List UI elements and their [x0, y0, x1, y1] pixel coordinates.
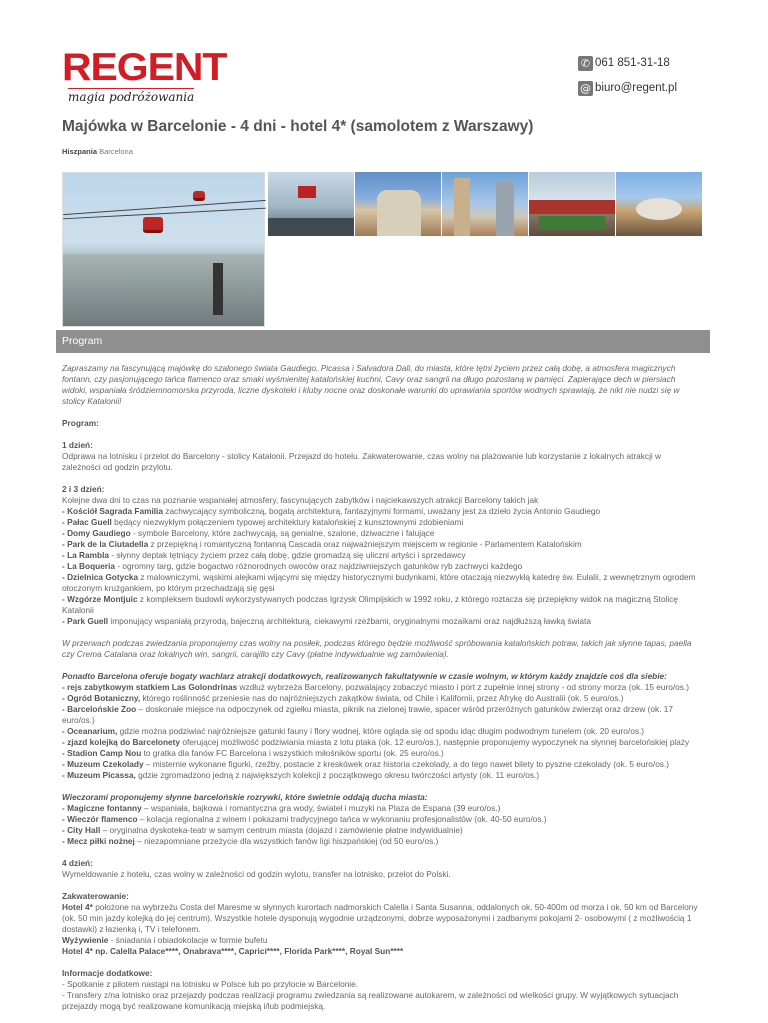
extras-heading: Ponadto Barcelona oferuje bogaty wachlarz atrakcji dodatkowych, realizowanych fakultatywnie w czasie wolnym, w którym każdy znajdzie coś dla siebie: [62, 671, 667, 681]
thumbnail-casa-mila[interactable] [355, 172, 441, 236]
extra-item [62, 759, 702, 770]
day4-title: 4 dzień: [62, 858, 93, 868]
logo-wordmark: REGENT [62, 46, 227, 89]
thumb-shape [298, 186, 316, 198]
breadcrumb-city[interactable]: Barcelona [99, 147, 133, 156]
evening-name: - Wieczór flamenco [62, 814, 138, 824]
email-icon: @ [580, 81, 591, 95]
attraction-name: - Park Guell [62, 616, 109, 626]
day1-title: 1 dzień: [62, 440, 93, 450]
attraction-name: - Wzgórze Montjuic [62, 594, 138, 604]
thumbnail-stadium[interactable] [529, 172, 615, 236]
program-label: Program: [62, 418, 99, 428]
evenings-heading: Wieczorami proponujemy słynne barcelońskie rozrywki, które świetnie oddają ducha miasta: [62, 792, 428, 802]
board-description [62, 935, 702, 946]
evening-desc: – kolacja regionalna z winem i pokazami tradycyjnego tańca w wykonaniu profesjonalistów (ok. 40-50 euro/os.) [137, 814, 547, 824]
evening-name: - City Hall [62, 825, 101, 835]
extra-name: - Oceanarium, [62, 726, 118, 736]
evening-desc: – niezapomniane przeżycie dla wszystkich fanów ligi hiszpańskiej (od 50 euro/os.) [134, 836, 439, 846]
phone-number: 061 851-31-18 [595, 57, 670, 69]
email-address[interactable]: biuro@regent.pl [595, 82, 677, 94]
thumb-shape [377, 190, 421, 236]
evening-desc: – wspaniała, bajkowa i romantyczna gra wody, świateł i muzyki na Plaza de Espana (39 euro/os.) [141, 803, 501, 813]
attraction-desc: będący niezwykłym połączeniem typowej architektury katalońskiej z kunsztownymi zdobieniami [111, 517, 464, 527]
thumbnail-towers[interactable] [442, 172, 528, 236]
attraction-name: - Pałac Guell [62, 517, 112, 527]
attraction-item [62, 594, 702, 616]
attraction-name: - Park de la Ciutadella [62, 539, 149, 549]
attraction-name: - Dzielnica Gotycka [62, 572, 139, 582]
photo-city-layer [63, 254, 264, 326]
contact-email[interactable] [578, 78, 677, 98]
extra-name: - Ogród Botaniczny, [62, 693, 141, 703]
thumbnail-fountain[interactable] [616, 172, 702, 236]
day1-block [62, 440, 702, 473]
extra-item [62, 748, 702, 759]
attraction-desc: - symbole Barcelony, które zachwycają, są genialne, szalone, dziwaczne i falujące [130, 528, 435, 538]
additional-title: Informacje dodatkowe: [62, 968, 153, 978]
extra-name: - Muzeum Picassa, [62, 770, 136, 780]
thumb-shape [454, 178, 470, 236]
extra-desc: – misternie wykonane figurki, rzeźby, postacie z kreskówek oraz historia czekolady, a do tego nawet bilety to pyszne czekolady (ok. 5 euro/os.) [143, 759, 670, 769]
extra-name: - Barcelońskie Zoo [62, 704, 137, 714]
extra-item [62, 682, 702, 693]
photo-cable-car [143, 217, 163, 233]
photo-tower [213, 263, 223, 315]
day23-intro: Kolejne dwa dni to czas na poznanie wspaniałej atmosfery, fascynujących zabytków i najciekawszych atrakcji Barcelony takich jak [62, 495, 539, 505]
program-section-header: Program [56, 330, 710, 353]
day1-text: Odprawa na lotnisku i przelot do Barcelony - stolicy Katalonii. Przejazd do hotelu. Zakwaterowanie, czas wolny na plażowanie lub korzystanie z lokalnych atrakcji w zależności od godzin przylotu. [62, 451, 662, 472]
attraction-desc: imponujący wspaniałą przyrodą, bajeczną architekturą, ciekawymi rzeźbami, oryginalnymi mozaikami oraz najdłuższą ławką świata [108, 616, 591, 626]
attraction-desc: z kompleksem budowli wykorzystywanych podczas Igrzysk Olimpijskich w 1992 roku, z którego roztacza się przepiękny widok na magiczną Stolicę Katalonii [62, 594, 679, 615]
attraction-name: - La Rambla [62, 550, 110, 560]
accommodation-block [62, 891, 702, 957]
main-photo-cable-car[interactable] [62, 172, 265, 327]
attraction-name: - Domy Gaudiego [62, 528, 131, 538]
attraction-desc: zachwycający symboliczną, bogatą architekturą, fantazyjnymi formami, uważany jest za dzieło życia Antonio Gaudiego [162, 506, 601, 516]
extras-block [62, 671, 702, 781]
intro-text: Zapraszamy na fascynującą majówkę do szalonego świata Gaudiego, Picassa i Salvadora Dali, do miasta, które tętni życiem przez całą dobę, a atmosfera magicznych fontann, czy pasjonującego tańca flamenco oraz smaki wyśmienitej katalońskiej kuchni, Cavy oraz sangrii na długo pozostaną w pamięci. Zapierające dech w piersiach widoki, wspaniała śródziemnomorska przyroda, liczne dyskoteki i kluby nocne oraz doskonałe warunki do uprawiania sportów wodnych sprawiają, że nikt nie nudzi się w stolicy Katalonii! [62, 363, 680, 406]
extra-desc: gdzie można podziwiać najróżniejsze gatunki fauny i flory wodnej, które ogląda się od spodu idąc długim podwodnym tunelem (ok. 20 euro/os.) [117, 726, 645, 736]
hotel-label: Hotel 4* [62, 902, 93, 912]
attraction-item [62, 550, 702, 561]
photo-thumbnails [268, 172, 703, 236]
thumb-shape [268, 218, 354, 236]
extra-name: - Stadion Camp Nou [62, 748, 142, 758]
extra-item [62, 726, 702, 737]
day23-title: 2 i 3 dzień: [62, 484, 105, 494]
additional-info-block [62, 968, 702, 1012]
evening-item [62, 814, 702, 825]
thumb-shape [496, 182, 514, 236]
attraction-item [62, 528, 702, 539]
thumbnail-cable-car[interactable] [268, 172, 354, 236]
extra-item [62, 693, 702, 704]
free-time-text: W przerwach podczas zwiedzania proponujemy czas wolny na posiłek, podczas którego będzie możliwość spróbowania katalońskich potraw, takich jak słynne tapas, paella czy Crema Catalana oraz lokalnych win, sangrii, carajillo czy Cavy (płatne indywidualnie wg zamówienia). [62, 638, 692, 659]
attraction-item [62, 517, 702, 528]
photo-cable [63, 208, 266, 220]
additional-line: - Transfery z/na lotnisko oraz przejazdy podczas realizacji programu zwiedzania są realizowane autokarem, w zależności od wielkości grupy. W wyjątkowych sytuacjach przejazdy mogą być realizowane komunikacją miejską i/lub podmiejską. [62, 990, 679, 1011]
attraction-item [62, 561, 702, 572]
contact-phone [578, 53, 677, 73]
attraction-item [62, 539, 702, 550]
extra-desc: oferującej możliwość podziwiania miasta z lotu ptaka (ok. 12 euro/os.), następnie proponujemy wypoczynek na słynnej barcelońskiej plaży [180, 737, 690, 747]
logo-tagline: magia podróżowania [68, 90, 195, 104]
attraction-item [62, 506, 702, 517]
contact-box [578, 53, 677, 103]
hotel-examples: Hotel 4* np. Calella Palace****, Onabrava****, Caprici****, Florida Park****, Royal Sun**** [62, 946, 404, 956]
phone-icon: ✆ [578, 56, 593, 71]
day23-block [62, 484, 702, 627]
extra-desc: gdzie zgromadzono jedną z największych kolekcji z początkowego okresu twórczości artysty (ok. 11 euro/os.) [135, 770, 540, 780]
extra-desc: – doskonałe miejsce na odpoczynek od zgiełku miasta, piknik na zielonej trawie, spacer wśród przeróżnych gatunków zwierząt oraz drzew (ok. 17 euro/os.) [62, 704, 674, 725]
attraction-desc: z malowniczymi, wąskimi alejkami wijącymi się między historycznymi budynkami, które otaczają niezwykłą katedrę św. Eulalii, z wewnętrznym ogrodem otoczonym krużgankiem, po którym przechadzają się gęsi [62, 572, 696, 593]
program-content [62, 363, 702, 1023]
extra-item [62, 770, 702, 781]
thumb-shape [636, 198, 682, 220]
hotel-text: położone na wybrzeżu Costa del Maresme w słynnych kurortach nadmorskich Calella i Santa Susanna, oddalonych ok. 50-400m od morza i ok. 50 km od Barcelony (ok. 50 min jazdy kolejką do jej centrum). Wszystkie hotele dysponują wygodnie urządzonymi, dobrze wyposażonymi i zadbanymi pokojami 2- osobowymi ( z możliwością 1 dostawki) z łazienką i, TV i telefonem. [62, 902, 698, 934]
evening-item [62, 825, 702, 836]
evening-desc: – oryginalna dyskoteka-teatr w samym centrum miasta (dojazd i zamówienie płatne indywidualnie) [100, 825, 463, 835]
accommodation-title: Zakwaterowanie: [62, 891, 129, 901]
attraction-desc: z przepiękną i romantyczną fontanną Cascada oraz najważniejszym miejscem w regionie - Parlamentem Katalońskim [148, 539, 582, 549]
photo-cable-car [193, 191, 205, 201]
extra-name: - rejs zabytkowym statkiem Las Golondrinas [62, 682, 238, 692]
attraction-desc: - słynny deptak tętniący życiem przez całą dobę, gdzie gromadzą się uliczni artyści i sprzedawcy [109, 550, 466, 560]
breadcrumb-country[interactable]: Hiszpania [62, 147, 98, 156]
evening-item [62, 836, 702, 847]
program-label-block [62, 418, 702, 429]
attraction-name: - Kościół Sagrada Familia [62, 506, 163, 516]
extra-name: - Muzeum Czekolady [62, 759, 144, 769]
board-label: Wyżywienie [62, 935, 109, 945]
evening-name: - Mecz piłki nożnej [62, 836, 135, 846]
attraction-name: - La Boqueria [62, 561, 116, 571]
attraction-item [62, 572, 702, 594]
thumb-shape [539, 216, 605, 230]
page-title: Majówka w Barcelonie - 4 dni - hotel 4* (samolotem z Warszawy) [62, 118, 534, 135]
extra-item [62, 737, 702, 748]
extra-desc: którego roślinność przeniesie nas do najróżniejszych zakątków świata, od Chile i Kalifornii, przez Afrykę do Australii (ok. 5 euro/os.) [140, 693, 624, 703]
day4-text: Wymeldowanie z hotelu, czas wolny w zależności od godzin wylotu, transfer na lotnisko, przelot do Polski. [62, 869, 451, 879]
evening-name: - Magiczne fontanny [62, 803, 142, 813]
extra-item [62, 704, 702, 726]
extra-desc: wzdłuż wybrzeża Barcelony, pozwalający zobaczyć miasto i port z zupełnie innej strony - od strony morza (ok. 15 euro/os.) [237, 682, 689, 692]
day4-block [62, 858, 702, 880]
hotel-description [62, 902, 702, 935]
regent-logo[interactable] [62, 46, 227, 104]
additional-line: - Spotkanie z pilotem nastąpi na lotnisku w Polsce lub po przylocie w Barcelonie. [62, 979, 359, 989]
attraction-desc: - ogromny targ, gdzie bogactwo różnorodnych owoców oraz najdziwniejszych gatunków ryb zachwyci każdego [115, 561, 523, 571]
attraction-item [62, 616, 702, 627]
breadcrumb [62, 147, 133, 156]
board-text: - śniadania i obiadokolacje w formie bufetu [108, 935, 268, 945]
thumb-shape [529, 200, 615, 214]
evening-item [62, 803, 702, 814]
extra-desc: to gratka dla fanów FC Barcelona i wszystkich miłośników sportu (ok. 25 euro/os.) [141, 748, 444, 758]
extra-name: - zjazd kolejką do Barcelonety [62, 737, 181, 747]
evenings-block [62, 792, 702, 847]
